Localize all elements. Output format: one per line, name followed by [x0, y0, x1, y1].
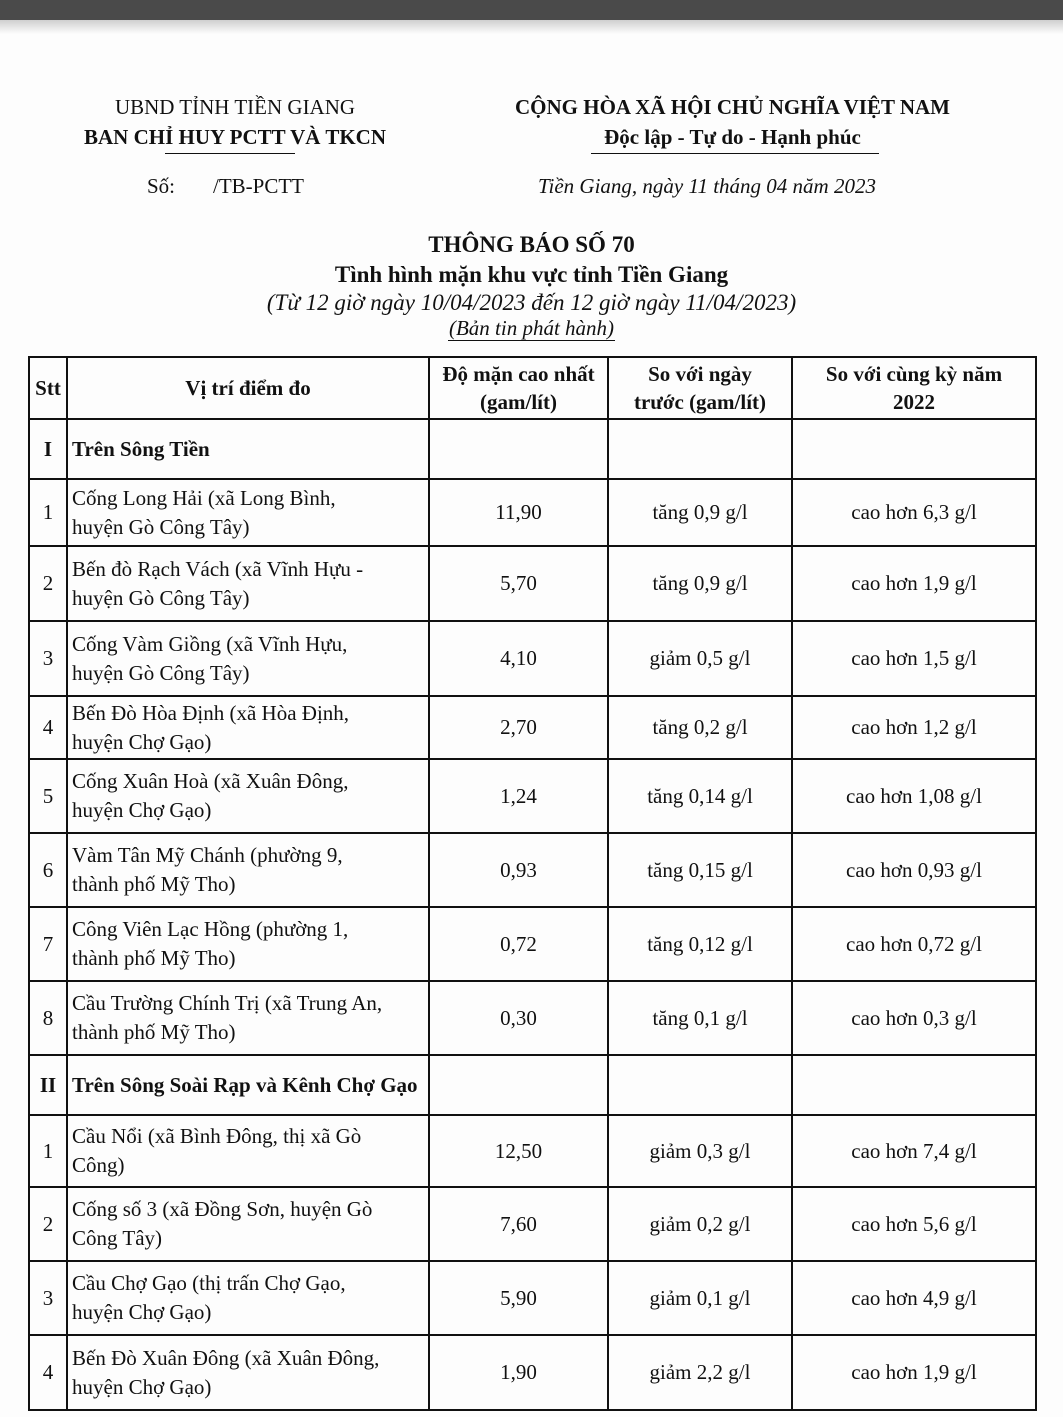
left-underline	[165, 153, 295, 154]
empty-cell	[429, 1055, 608, 1115]
row-same-period: cao hơn 6,3 g/l	[792, 479, 1036, 546]
row-prev-day: giảm 0,2 g/l	[608, 1187, 792, 1261]
row-max-salinity: 5,70	[429, 546, 608, 621]
header-max-salinity: Độ mặn cao nhất (gam/lít)	[429, 357, 608, 419]
row-prev-day: tăng 0,15 g/l	[608, 833, 792, 907]
row-location: Bến Đò Hòa Định (xã Hòa Định, huyện Chợ Gạo)	[67, 696, 429, 759]
country-name: CỘNG HÒA XÃ HỘI CHỦ NGHĨA VIỆT NAM	[514, 95, 951, 119]
row-stt: 3	[29, 1261, 67, 1335]
row-prev-day: giảm 2,2 g/l	[608, 1335, 792, 1410]
table-row	[29, 479, 1036, 546]
row-prev-day: tăng 0,14 g/l	[608, 759, 792, 833]
table-row	[29, 833, 1036, 907]
header-location: Vị trí điểm đo	[67, 357, 429, 419]
row-stt: 8	[29, 981, 67, 1055]
header-same-period: So với cùng kỳ năm 2022	[792, 357, 1036, 419]
row-same-period: cao hơn 7,4 g/l	[792, 1115, 1036, 1187]
header-prev-day: So với ngày trước (gam/lít)	[608, 357, 792, 419]
row-max-salinity: 11,90	[429, 479, 608, 546]
motto: Độc lập - Tự do - Hạnh phúc	[604, 125, 861, 149]
section-number: II	[29, 1055, 67, 1115]
row-location: Cầu Chợ Gạo (thị trấn Chợ Gạo, huyện Chợ Gạo)	[67, 1261, 429, 1335]
section-name: Trên Sông Tiền	[67, 419, 429, 479]
row-same-period: cao hơn 0,72 g/l	[792, 907, 1036, 981]
row-max-salinity: 5,90	[429, 1261, 608, 1335]
right-underline	[591, 153, 879, 154]
table-row	[29, 621, 1036, 696]
row-max-salinity: 12,50	[429, 1115, 608, 1187]
row-stt: 4	[29, 696, 67, 759]
table-row	[29, 1335, 1036, 1410]
table-row	[29, 759, 1036, 833]
row-location: Công Viên Lạc Hồng (phường 1, thành phố Mỹ Tho)	[67, 907, 429, 981]
row-stt: 4	[29, 1335, 67, 1410]
table-row	[29, 1261, 1036, 1335]
row-prev-day: tăng 0,2 g/l	[608, 696, 792, 759]
empty-cell	[429, 419, 608, 479]
table-row	[29, 907, 1036, 981]
row-max-salinity: 0,30	[429, 981, 608, 1055]
row-stt: 5	[29, 759, 67, 833]
empty-cell	[792, 1055, 1036, 1115]
row-same-period: cao hơn 0,3 g/l	[792, 981, 1036, 1055]
row-stt: 1	[29, 1115, 67, 1187]
row-max-salinity: 7,60	[429, 1187, 608, 1261]
table-row	[29, 1115, 1036, 1187]
row-location: Cống Long Hải (xã Long Bình, huyện Gò Công Tây)	[67, 479, 429, 546]
row-prev-day: tăng 0,9 g/l	[608, 479, 792, 546]
section-row	[29, 1055, 1036, 1115]
table-header-row	[29, 357, 1036, 419]
table-row	[29, 696, 1036, 759]
row-location: Bến Đò Xuân Đông (xã Xuân Đông, huyện Chợ Gạo)	[67, 1335, 429, 1410]
empty-cell	[792, 419, 1036, 479]
notice-title: THÔNG BÁO SỐ 70	[428, 232, 635, 257]
row-stt: 7	[29, 907, 67, 981]
row-prev-day: tăng 0,1 g/l	[608, 981, 792, 1055]
row-prev-day: giảm 0,3 g/l	[608, 1115, 792, 1187]
agency-name: UBND TỈNH TIỀN GIANG	[114, 95, 356, 119]
place-date: Tiền Giang, ngày 11 tháng 04 năm 2023	[538, 174, 876, 198]
row-same-period: cao hơn 1,9 g/l	[792, 546, 1036, 621]
empty-cell	[608, 1055, 792, 1115]
row-stt: 2	[29, 546, 67, 621]
row-same-period: cao hơn 1,9 g/l	[792, 1335, 1036, 1410]
row-max-salinity: 0,93	[429, 833, 608, 907]
header-stt: Stt	[29, 357, 67, 419]
row-location: Cầu Trường Chính Trị (xã Trung An, thành phố Mỹ Tho)	[67, 981, 429, 1055]
row-location: Cống Vàm Giồng (xã Vĩnh Hựu, huyện Gò Công Tây)	[67, 621, 429, 696]
committee-name: BAN CHỈ HUY PCTT VÀ TKCN	[83, 125, 387, 149]
top-shadow	[0, 20, 1063, 34]
salinity-table	[28, 356, 1037, 1411]
row-max-salinity: 0,72	[429, 907, 608, 981]
doc-number-label: Số:	[147, 174, 176, 198]
row-location: Vàm Tân Mỹ Chánh (phường 9, thành phố Mỹ Tho)	[67, 833, 429, 907]
row-same-period: cao hơn 1,08 g/l	[792, 759, 1036, 833]
row-stt: 6	[29, 833, 67, 907]
section-name: Trên Sông Soài Rạp và Kênh Chợ Gạo	[67, 1055, 429, 1115]
row-same-period: cao hơn 5,6 g/l	[792, 1187, 1036, 1261]
row-max-salinity: 4,10	[429, 621, 608, 696]
row-stt: 2	[29, 1187, 67, 1261]
notice-subject: Tình hình mặn khu vực tỉnh Tiền Giang	[334, 262, 729, 287]
row-location: Cầu Nổi (xã Bình Đông, thị xã Gò Công)	[67, 1115, 429, 1187]
section-row	[29, 419, 1036, 479]
notice-edition: (Bản tin phát hành)	[448, 316, 615, 340]
table-row	[29, 546, 1036, 621]
row-prev-day: giảm 0,5 g/l	[608, 621, 792, 696]
table-row	[29, 1187, 1036, 1261]
top-bar	[0, 0, 1063, 20]
empty-cell	[608, 419, 792, 479]
notice-period: (Từ 12 giờ ngày 10/04/2023 đến 12 giờ ngày 11/04/2023)	[266, 290, 797, 315]
row-prev-day: giảm 0,1 g/l	[608, 1261, 792, 1335]
row-same-period: cao hơn 4,9 g/l	[792, 1261, 1036, 1335]
row-max-salinity: 2,70	[429, 696, 608, 759]
row-stt: 1	[29, 479, 67, 546]
row-same-period: cao hơn 0,93 g/l	[792, 833, 1036, 907]
doc-number: /TB-PCTT	[213, 174, 305, 198]
row-location: Bến đò Rạch Vách (xã Vĩnh Hựu - huyện Gò Công Tây)	[67, 546, 429, 621]
row-location: Cống số 3 (xã Đồng Sơn, huyện Gò Công Tây)	[67, 1187, 429, 1261]
row-same-period: cao hơn 1,5 g/l	[792, 621, 1036, 696]
row-same-period: cao hơn 1,2 g/l	[792, 696, 1036, 759]
table-row	[29, 981, 1036, 1055]
row-max-salinity: 1,24	[429, 759, 608, 833]
row-location: Cống Xuân Hoà (xã Xuân Đông, huyện Chợ Gạo)	[67, 759, 429, 833]
row-max-salinity: 1,90	[429, 1335, 608, 1410]
row-prev-day: tăng 0,12 g/l	[608, 907, 792, 981]
section-number: I	[29, 419, 67, 479]
row-prev-day: tăng 0,9 g/l	[608, 546, 792, 621]
row-stt: 3	[29, 621, 67, 696]
